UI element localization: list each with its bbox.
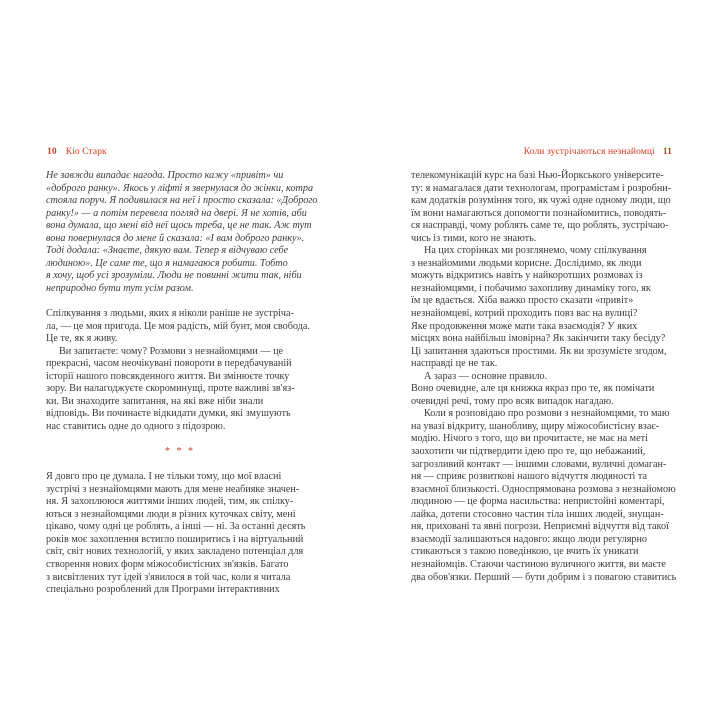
paragraph-gap	[46, 459, 314, 472]
text-line: взаємодії залишаються надовго: якщо люди регулярно	[411, 533, 648, 545]
paragraph	[411, 245, 677, 370]
right-body-text	[411, 170, 677, 584]
text-line: прекрасні, часом неочікувані повороти в передбачуваній	[46, 358, 292, 370]
text-line: з незнайомими людьми корисне. Дослідимо, як люди	[411, 257, 642, 269]
text-line: нас ставитись одне до одного з підозрою.	[46, 420, 226, 432]
text-line: вона повернулася до мене й сказала: «І вам доброго ранку».	[46, 232, 305, 244]
text-line: лайка, дотепи стосовно частин тіла інших людей, знущан-	[411, 508, 664, 520]
paragraph	[411, 408, 677, 584]
text-line: ються з незнайомцями люди в різних куточках світу, мені	[46, 508, 296, 520]
text-line: можуть відкритись навіть у найкоротших розмовах із	[411, 270, 643, 282]
text-line: їм вони намагаються допомогти познайомитись, поводять-	[411, 207, 667, 219]
text-line: ла, — це моя пригода. Це моя радість, мій бунт, моя свобода.	[46, 320, 310, 332]
text-line: створення нових форм міжособистісних зв'язків. Багато	[46, 558, 289, 570]
paragraph	[46, 471, 314, 596]
right-page-title: Коли зустрічаються незнайомці	[523, 147, 655, 157]
text-line: зору. Ви налагоджуєте скороминущі, проте важливі зв'яз-	[46, 383, 295, 395]
text-line: світ, світ нових технологій, у яких закладено потенціал для	[46, 546, 304, 558]
text-line: очевидні речі, тому про всяк випадок нагадаю.	[411, 395, 614, 407]
paragraph	[46, 346, 314, 434]
text-line: телекомунікацій курс на базі Нью-Йоркського університе-	[411, 170, 664, 181]
text-line: спеціально розроблений для Програми інтерактивних	[46, 584, 280, 596]
text-line: цікаво, чому одні це роблять, а інші — ні. За останні десять	[46, 521, 306, 533]
text-line: Ви запитаєте: чому? Розмови з незнайомцями — це	[59, 345, 284, 357]
text-line: людиною — це форма насильства: непристойні коментарі,	[411, 496, 665, 508]
text-line: ся насправді, чому роблять саме те, що роблять, зустрічаю-	[411, 220, 669, 232]
text-line: на увазі відкриту, шанобливу, щиру міжособистісну взає-	[411, 420, 660, 432]
text-line: чись із тими, кого не знають.	[411, 232, 537, 244]
paragraph-gap	[46, 433, 314, 446]
text-line: з висвітлених тут ідей з'явилося в той час, коли я читала	[46, 571, 291, 583]
right-running-head	[524, 146, 672, 158]
text-line: незнайомцями, і побачимо захопливу динаміку того, як	[411, 282, 651, 294]
text-line: Я довго про це думала. І не тільки тому, що мої власні	[46, 471, 282, 483]
left-page-number: 10	[47, 147, 57, 157]
text-line: зустрічі з незнайомцями мають для мене неабияке значен-	[46, 483, 300, 495]
text-line: ки. Ви знаходите запитання, на які вже ніби знали	[46, 395, 264, 407]
text-line: Яке продовження може мати така взаємодія? У яких	[411, 320, 638, 332]
text-line: На цих сторінках ми розглянемо, чому спілкування	[424, 245, 647, 257]
text-line: відповідь. Ви починаєте відкидати думки, які змушують	[46, 408, 291, 420]
text-line: насправді це не так.	[411, 358, 498, 370]
paragraph-gap	[46, 295, 314, 308]
text-line: Не завжди випадає нагода. Просто кажу «привіт» чи	[46, 170, 284, 181]
text-line: А зараз — основне правило.	[424, 370, 548, 382]
text-line: місцях вона найбільш імовірна? Як закінчити таку бесіду?	[411, 333, 666, 345]
text-line: «доброго ранку». Якось у ліфті я звернулася до жінки, котра	[46, 182, 314, 194]
text-line: ня. Я захоплююся життями інших людей, тим, як спілку-	[46, 496, 294, 508]
text-line: років моє захоплення встигло поширитись і на віртуальний	[46, 533, 304, 545]
text-line: заохотити чи підтвердити ідею про те, що небажаний,	[411, 446, 646, 458]
text-line: Коли я розповідаю про розмови з незнайомцями, то маю	[424, 408, 670, 420]
text-line: Це те, як я живу.	[46, 333, 118, 345]
text-line: людиною». Це саме те, що я намагаюся робити. Тобто	[46, 257, 288, 269]
left-page-author: Кіо Старк	[65, 147, 107, 157]
paragraph	[411, 371, 677, 384]
text-line: їм це вдається. Хіба важко просто сказати «привіт»	[411, 295, 634, 307]
text-line: Воно очевидне, але ця книжка якраз про те, як помічати	[411, 383, 655, 395]
left-running-head	[47, 146, 107, 158]
text-line: ня — сприяє розвиткові нашого відчуття людяності та	[411, 471, 647, 483]
text-line: кам додатків розуміння того, як чужі одне одному люди, що	[411, 195, 671, 207]
paragraph	[411, 170, 677, 245]
text-line: ранку!» — а потім перевела погляд на двері. Я не хотів, аби	[46, 207, 307, 219]
right-page	[360, 0, 720, 720]
text-line: ту: я намагалася дати технологам, програмістам і розробни-	[411, 182, 672, 194]
text-line: два обов'язки. Перший — бути добрим і з повагою ставитись	[411, 571, 677, 583]
left-body-text	[46, 170, 318, 597]
text-line: я хочу, щоб усі зрозуміли. Люди не повинні жити так, ніби	[46, 270, 302, 282]
text-line: стояла поруч. Я подивилася на неї і просто сказала: «Доброго	[46, 195, 318, 207]
text-line: взаємної близькості. Односпрямована розмова з незнайомою	[411, 483, 676, 495]
section-divider-stars: * * *	[165, 446, 195, 458]
text-line: вона думала, що мені від неї щось треба, це не так. Аж тут	[46, 220, 312, 232]
text-line: неприродно бути тут усім разом.	[46, 282, 194, 294]
paragraph	[46, 308, 314, 346]
text-line: ня, приховані та явні погрози. Неприємні відчуття від такої	[411, 521, 669, 533]
text-line: Тоді додала: «Знаєте, дякую вам. Тепер я відчуваю себе	[46, 245, 289, 257]
italic-quote-paragraph	[46, 170, 318, 295]
text-line: загрозливий контакт — іншими словами, вуличні домаган-	[411, 458, 667, 470]
text-line: модію. Нічого з того, що ви прочитаєте, не має на меті	[411, 433, 648, 445]
text-line: Ці запитання здаються простими. Як ви зрозумієте згодом,	[411, 345, 667, 357]
text-line: незнайомців. Стаючи частиною вуличного життя, ви маєте	[411, 558, 666, 570]
text-line: Спілкування з людьми, яких я ніколи раніше не зустріча-	[46, 308, 294, 320]
paragraph	[411, 383, 677, 408]
text-line: історії нашого повсякденного життя. Ви змінюєте точку	[46, 370, 290, 382]
text-line: стикаються з такою поведінкою, це вчить їх уникати	[411, 546, 639, 558]
text-line: незнайомцеві, котрий проходить повз вас на вулиці?	[411, 308, 638, 320]
right-page-number: 11	[662, 147, 672, 157]
